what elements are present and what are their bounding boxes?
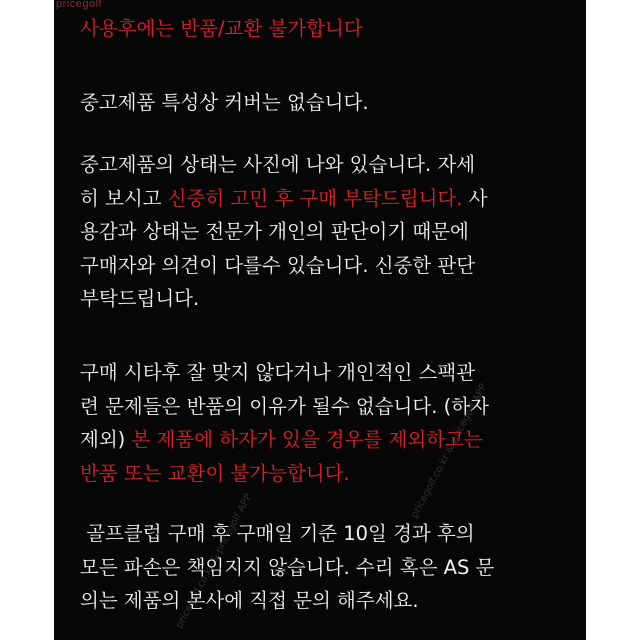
- notice-title: 사용후에는 반품/교환 불가합니다: [80, 17, 363, 40]
- return-policy-paragraph: [80, 356, 580, 490]
- text-line: [80, 423, 580, 457]
- text-segment: 사: [462, 186, 488, 210]
- text-line: 모든 파손은 책임지지 않습니다. 수리 혹은 AS 문: [80, 555, 495, 579]
- text-line: 부탁드립니다.: [80, 287, 200, 310]
- watermark-text: pricegolf.co.kr & pricegolf APP: [409, 382, 490, 521]
- text-line: 구매 시타후 잘 맞지 않다거나 개인적인 스팩관: [80, 361, 476, 384]
- text-line: 구매자와 의견이 다를수 있습니다. 신중한 판단: [80, 253, 476, 277]
- text-segment: 히 보시고: [80, 186, 168, 210]
- text-line: 용감과 상태는 전문가 개인의 판단이기 때문에: [80, 220, 469, 243]
- watermark-text: pricegolf.co.kr & pricegolf APP: [174, 492, 255, 631]
- defect-exception-highlight: 본 제품에 하자가 있을 경우를 제외하고는: [131, 428, 483, 451]
- no-return-highlight: 반품 또는 교환이 불가능합니다.: [80, 461, 350, 485]
- text-line: [80, 182, 580, 216]
- pricegolf-logo: pricegolf: [56, 0, 103, 10]
- text-line: 골프클럽 구매 후 구매일 기준 10일 경과 후의: [80, 522, 475, 545]
- careful-purchase-highlight: 신중히 고민 후 구매 부탁드립니다.: [167, 186, 463, 210]
- text-line: 의는 제품의 본사에 직접 문의 해주세요.: [80, 589, 419, 612]
- damage-policy-paragraph: [80, 517, 580, 618]
- text-segment: 제외): [80, 428, 132, 451]
- document-panel: [54, 0, 586, 640]
- text-line: 중고제품의 상태는 사진에 나와 있습니다. 자세: [80, 153, 476, 176]
- no-cover-notice: 중고제품 특성상 커버는 없습니다.: [80, 91, 369, 114]
- text-line: 련 문제들은 반품의 이유가 될수 없습니다. (하자: [80, 394, 489, 418]
- condition-paragraph: [80, 148, 580, 316]
